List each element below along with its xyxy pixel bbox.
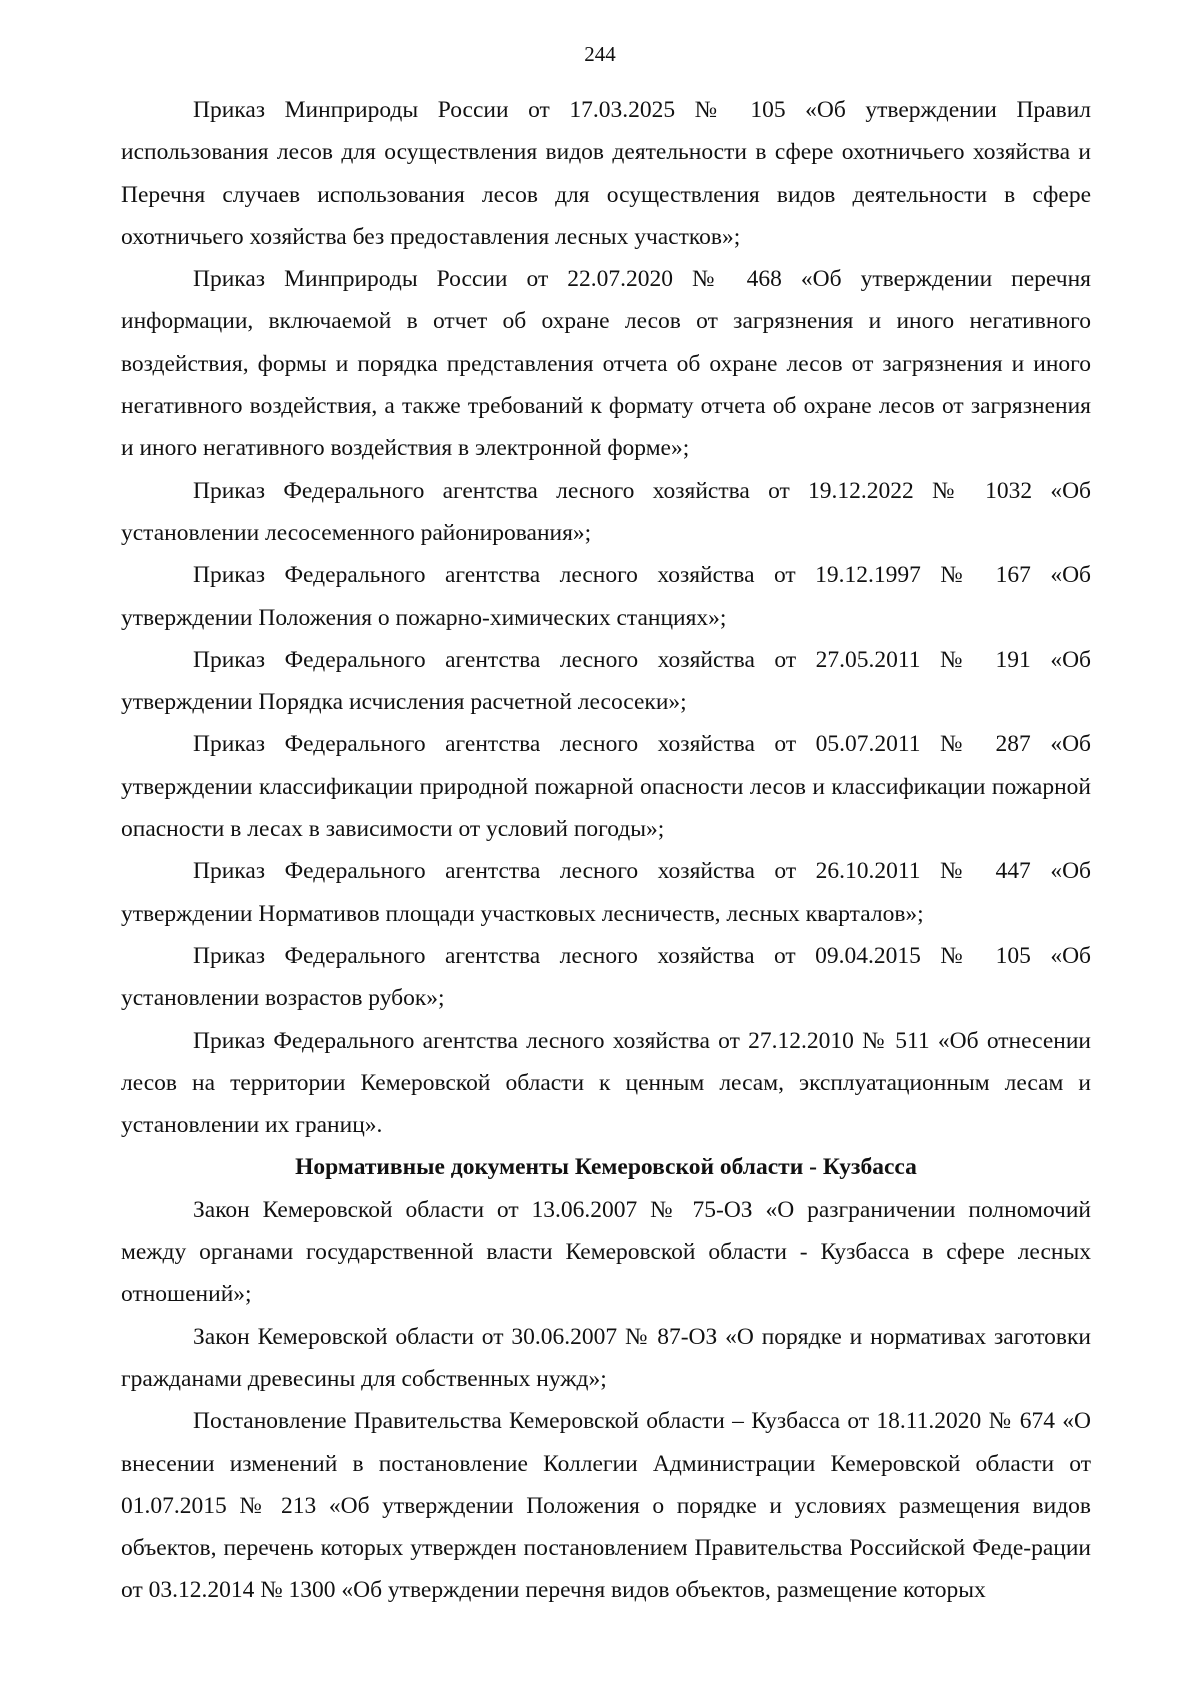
paragraph-order-rosleshoz-1032: Приказ Федерального агентства лесного хозяйства от 19.12.2022 № 1032 «Об установлении лесосеменного районирования»; bbox=[121, 477, 1091, 546]
paragraph-law-87-oz: Закон Кемеровской области от 30.06.2007 № 87-ОЗ «О порядке и нормативах заготовки гражданами древесины для собственных нужд»; bbox=[121, 1323, 1091, 1392]
paragraph-order-rosleshoz-447: Приказ Федерального агентства лесного хозяйства от 26.10.2011 № 447 «Об утверждении Нормативов площади участковых лесничеств, лесных кварталов»; bbox=[121, 858, 1091, 927]
document-body bbox=[121, 89, 1091, 1612]
paragraph-order-rosleshoz-511: Приказ Федерального агентства лесного хозяйства от 27.12.2010 № 511 «Об отнесении лесов на территории Кемеровской области к ценным лесам, эксплуатационным лесам и установлении их границ». bbox=[121, 1027, 1091, 1139]
paragraph-order-rosleshoz-191: Приказ Федерального агентства лесного хозяйства от 27.05.2011 № 191 «Об утверждении Порядка исчисления расчетной лесосеки»; bbox=[121, 646, 1091, 716]
paragraph-order-rosleshoz-287: Приказ Федерального агентства лесного хозяйства от 05.07.2011 № 287 «Об утверждении классификации природной пожарной опасности лесов и классификации пожарной опасности в лесах в зависимости от условий погоды»; bbox=[121, 731, 1091, 843]
paragraph-order-minprirody-468: Приказ Минприроды России от 22.07.2020 № 468 «Об утверждении перечня информации, включаемой в отчет об охране лесов от загрязнения и иного негативного воздействия, формы и порядка представления отчета об охране лесов от загрязнения и иного негативного воздействия, а также требований к формату отчета об охране лесов от загрязнения и иного негативного воздействия в электронной форме»; bbox=[121, 266, 1091, 462]
paragraph-law-75-oz: Закон Кемеровской области от 13.06.2007 № 75-ОЗ «О разграничении полномочий между органами государственной власти Кемеровской области - Кузбасса в сфере лесных отношений»; bbox=[121, 1196, 1091, 1308]
section-heading: Нормативные документы Кемеровской области - Кузбасса bbox=[295, 1154, 917, 1181]
paragraph-order-minprirody-105: Приказ Минприроды России от 17.03.2025 № 105 «Об утверждении Правил использования лесов для осуществления видов деятельности в сфере охотничьего хозяйства и Перечня случаев использования лесов для осуществления видов деятельности в сфере охотничьего хозяйства без предоставления лесных участков»; bbox=[121, 97, 1091, 250]
paragraph-order-rosleshoz-167: Приказ Федерального агентства лесного хозяйства от 19.12.1997 № 167 «Об утверждении Положения о пожарно-химических станциях»; bbox=[121, 562, 1091, 631]
paragraph-resolution-674: Постановление Правительства Кемеровской области – Кузбасса от 18.11.2020 № 674 «О внесении изменений в постановление Коллегии Администрации Кемеровской области от 01.07.2015 № 213 «Об утверждении Положения о порядке и условиях размещения видов объектов, перечень которых утвержден постановлением Правительства Российской Феде-рации от 03.12.2014 № 1300 «Об утверждении перечня видов объектов, размещение которых bbox=[121, 1408, 1091, 1604]
paragraph-order-rosleshoz-105: Приказ Федерального агентства лесного хозяйства от 09.04.2015 № 105 «Об установлении возрастов рубок»; bbox=[121, 942, 1091, 1012]
page-number: 244 bbox=[584, 42, 616, 66]
